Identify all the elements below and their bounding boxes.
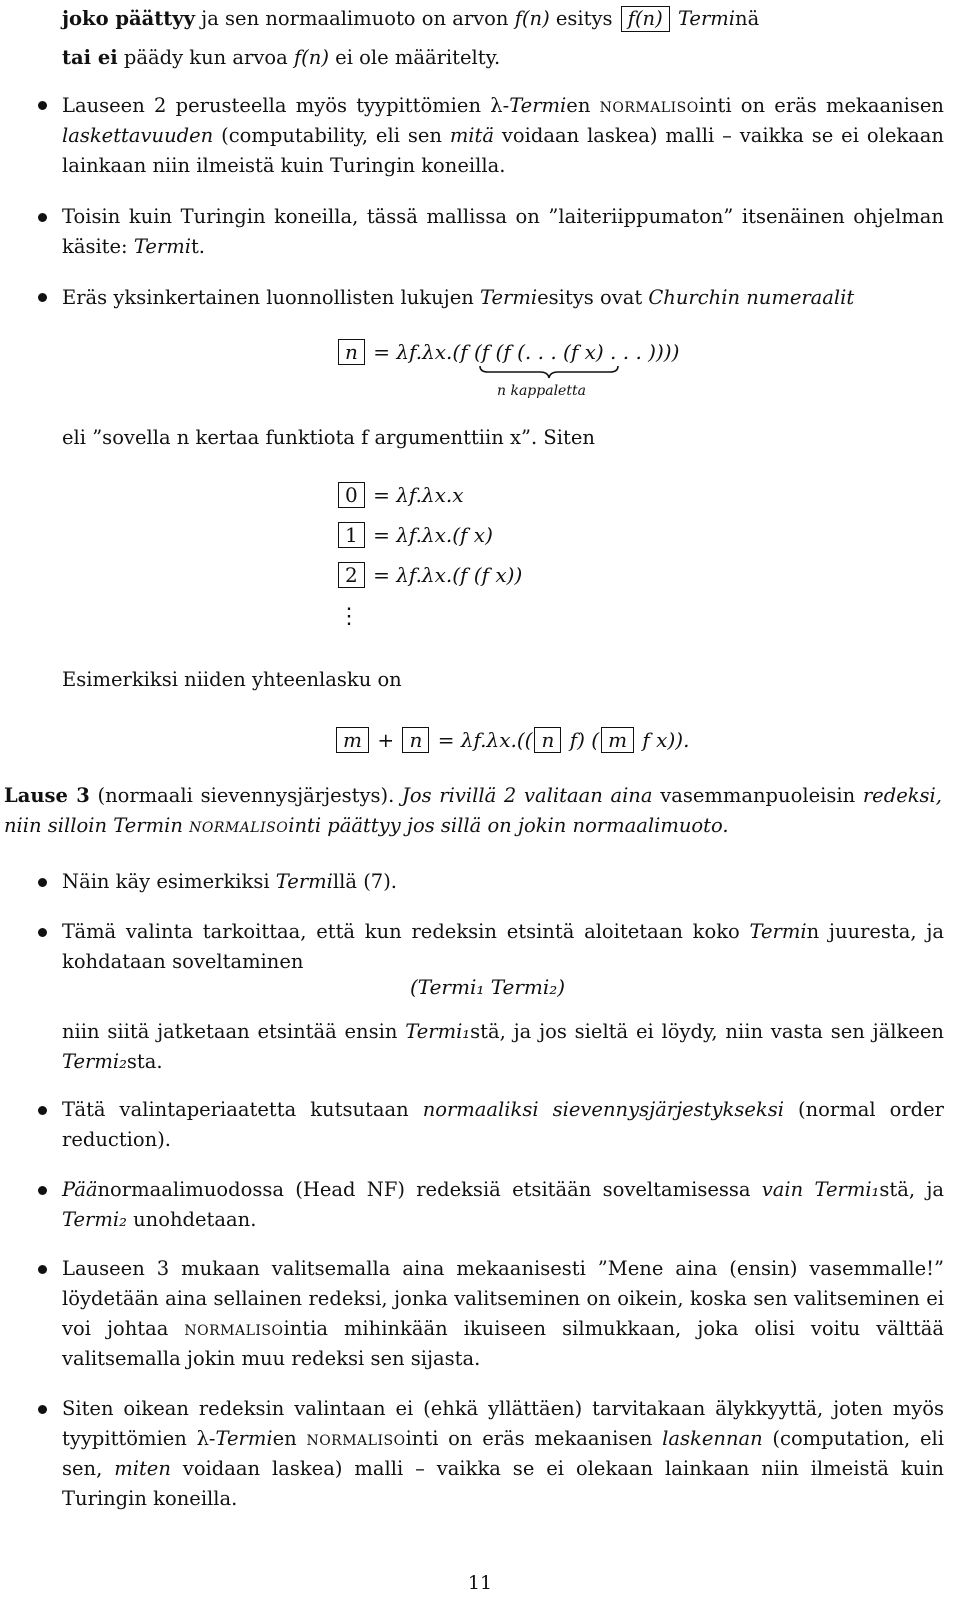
boxed-n: n bbox=[402, 727, 429, 753]
eli-line: eli ”sovella n kertaa funktiota f argumenttiin x”. Siten bbox=[62, 426, 595, 449]
page-number: 11 bbox=[467, 1572, 493, 1594]
termi-italic: Termi₂ bbox=[62, 1208, 127, 1231]
bullet-item-9 bbox=[62, 1394, 944, 1514]
boxed-m: m bbox=[336, 727, 369, 753]
text: Toisin kuin Turingin koneilla, tässä mallissa on ”laiteriippumaton” itsenäinen ohjelman käsite: bbox=[62, 205, 944, 258]
bullet-icon bbox=[38, 1186, 47, 1195]
esim-line: Esimerkiksi niiden yhteenlasku on bbox=[62, 668, 402, 691]
equation-rhs: = λf.λx.(f (f (f (. . . (f x) . . . )))) bbox=[373, 340, 680, 364]
bullet-icon bbox=[38, 1405, 47, 1414]
bullet-item-5-cont bbox=[62, 1017, 944, 1077]
text: inti on eräs mekaanisen bbox=[405, 1427, 663, 1450]
numeral-equation bbox=[336, 337, 679, 367]
italic-term: miten bbox=[114, 1457, 171, 1480]
italic-text: redeksi, niin silloin Termin bbox=[4, 784, 942, 837]
bullet-icon bbox=[38, 293, 47, 302]
text: voidaan laskea) malli – vaikka se ei olekaan lainkaan niin ilmeistä kuin Turingin koneilla. bbox=[62, 1457, 944, 1510]
text: t. bbox=[190, 235, 205, 258]
text: nä bbox=[735, 7, 760, 30]
bullet-icon bbox=[38, 1265, 47, 1274]
numeral-0 bbox=[336, 480, 464, 510]
italic-term: laskettavuuden bbox=[62, 124, 214, 147]
termi-italic: Termi bbox=[677, 7, 736, 30]
text: (normaali sievennysjärjestys). bbox=[89, 784, 403, 807]
text: en bbox=[272, 1427, 307, 1450]
text: ei ole määritelty. bbox=[328, 46, 501, 69]
termi-italic: Termi bbox=[133, 235, 191, 258]
italic-term: vain bbox=[761, 1178, 804, 1201]
boxed-m: m bbox=[601, 727, 634, 753]
math-fn: f(n) bbox=[514, 7, 550, 30]
italic-text: Jos rivillä 2 valitaan aina bbox=[402, 784, 653, 807]
bullet-icon bbox=[38, 878, 47, 887]
boxed-number: 0 bbox=[338, 482, 365, 508]
italic-term: normaaliksi sievennysjärjestykseksi bbox=[422, 1098, 784, 1121]
sum-equation bbox=[334, 725, 689, 755]
text: Tätä valintaperiaatetta kutsutaan bbox=[62, 1098, 423, 1121]
equation-rhs: = λf.λx.(f (f x)) bbox=[373, 563, 523, 587]
application-display: (Termi₁ Termi₂) bbox=[410, 975, 566, 999]
bullet-item-6 bbox=[62, 1095, 944, 1155]
termi-italic: Termi bbox=[215, 1427, 273, 1450]
text: voidaan laskea) malli – vaikka se ei olekaan lainkaan niin ilmeistä kuin Turingin koneilla. bbox=[62, 124, 944, 177]
smallcaps-term: normaliso bbox=[184, 1317, 284, 1340]
smallcaps-term: normaliso bbox=[306, 1427, 406, 1450]
equation-rhs: = λf.λx.(f x) bbox=[373, 523, 493, 547]
text: esitys bbox=[549, 7, 619, 30]
numeral-2 bbox=[336, 560, 522, 590]
text: normaalimuodossa (Head NF) redeksiä etsitään soveltamisessa bbox=[97, 1178, 762, 1201]
boxed-n: n bbox=[534, 727, 561, 753]
equation-part: = λf.λx.(( bbox=[437, 728, 533, 752]
text: Lauseen 2 perusteella myös tyypittömien bbox=[62, 94, 491, 117]
smallcaps-term: normaliso bbox=[189, 814, 289, 837]
boxed-fn: f(n) bbox=[621, 6, 670, 32]
equation-rhs: = λf.λx.x bbox=[373, 483, 464, 507]
text: (computability, eli sen bbox=[213, 124, 450, 147]
bold-term: tai ei bbox=[62, 46, 118, 69]
numeral-1 bbox=[336, 520, 493, 550]
bullet-item-3 bbox=[62, 283, 944, 313]
boxed-number: 2 bbox=[338, 562, 365, 588]
text: esitys ovat bbox=[537, 286, 649, 309]
equation-part: f x)). bbox=[642, 728, 690, 752]
bullet-icon bbox=[38, 928, 47, 937]
text: (normal order reduction). bbox=[62, 1098, 944, 1151]
text: unohdetaan. bbox=[126, 1208, 257, 1231]
text: n juuresta, ja kohdataan soveltaminen bbox=[62, 920, 944, 973]
underbrace-label: n kappaletta bbox=[497, 383, 586, 399]
top-line-1 bbox=[62, 4, 942, 34]
text: inti on eräs mekaanisen bbox=[698, 94, 944, 117]
math-fn: f(n) bbox=[293, 46, 329, 69]
italic-term: laskennan bbox=[662, 1427, 763, 1450]
bullet-item-1 bbox=[62, 91, 944, 181]
text: Siten oikean redeksin valintaan ei (ehkä yllättäen) tarvitakaan älykkyyttä, joten myös tyypittömien bbox=[62, 1397, 944, 1450]
termi-italic: Termi bbox=[509, 94, 567, 117]
text: en bbox=[566, 94, 600, 117]
bullet-icon bbox=[38, 213, 47, 222]
bullet-item-4 bbox=[62, 867, 944, 897]
text: niin siitä jatketaan etsintää ensin bbox=[62, 1020, 406, 1043]
termi-italic: Termi₁ bbox=[803, 1178, 880, 1201]
italic-term: mitä bbox=[449, 124, 495, 147]
termi-italic: Termi bbox=[275, 870, 333, 893]
termi-italic: Termi₂ bbox=[62, 1050, 127, 1073]
lambda: λ- bbox=[196, 1427, 216, 1450]
text: (computation, eli sen, bbox=[62, 1427, 944, 1480]
text: stä, ja jos sieltä ei löydy, niin vasta sen jälkeen bbox=[470, 1020, 944, 1043]
theorem-3 bbox=[4, 781, 942, 841]
termi-italic: Termi bbox=[480, 286, 538, 309]
text: Tämä valinta tarkoittaa, että kun redeksin etsintä aloitetaan koko bbox=[62, 920, 750, 943]
text: päädy kun arvoa bbox=[117, 46, 294, 69]
bullet-icon bbox=[38, 1106, 47, 1115]
bullet-item-8 bbox=[62, 1254, 944, 1374]
text: llä (7). bbox=[332, 870, 398, 893]
text: ja sen normaalimuoto on arvon bbox=[194, 7, 515, 30]
boxed-n: n bbox=[338, 339, 365, 365]
termi-italic: Termi bbox=[749, 920, 807, 943]
bullet-item-2 bbox=[62, 202, 944, 262]
bullet-item-5 bbox=[62, 917, 944, 977]
text: sta. bbox=[126, 1050, 163, 1073]
bullet-item-7 bbox=[62, 1175, 944, 1235]
text: vasemmanpuoleisin bbox=[652, 784, 863, 807]
lambda: λ- bbox=[490, 94, 510, 117]
bold-term: joko päättyy bbox=[62, 7, 195, 30]
bullet-icon bbox=[38, 101, 47, 110]
text: stä, ja bbox=[879, 1178, 944, 1201]
italic-term: Pää bbox=[62, 1178, 98, 1201]
vertical-dots: ⋮ bbox=[338, 604, 360, 629]
text: Lauseen 3 mukaan valitsemalla aina mekaanisesti ”Mene aina (ensin) vasemmalle!” löydetään aina sellainen redeksi, jonka valitseminen on oikein, koska sen valitseminen ei voi johtaa bbox=[62, 1257, 944, 1340]
text: Eräs yksinkertainen luonnollisten lukujen bbox=[62, 286, 481, 309]
boxed-number: 1 bbox=[338, 522, 365, 548]
termi-italic: Termi₁ bbox=[405, 1020, 471, 1043]
theorem-label: Lause 3 bbox=[4, 784, 90, 807]
top-line-2 bbox=[62, 43, 942, 73]
plus: + bbox=[377, 728, 395, 752]
equation-part: f) ( bbox=[569, 728, 600, 752]
text: Näin käy esimerkiksi bbox=[62, 870, 276, 893]
italic-term: Churchin numeraalit bbox=[648, 286, 855, 309]
smallcaps-term: normaliso bbox=[599, 94, 699, 117]
text: intia mihinkään ikuiseen silmukkaan, joka olisi voitu välttää valitsemalla jokin muu redeksi sen sijasta. bbox=[62, 1317, 944, 1370]
italic-text: inti päättyy jos sillä on jokin normaalimuoto. bbox=[288, 814, 729, 837]
